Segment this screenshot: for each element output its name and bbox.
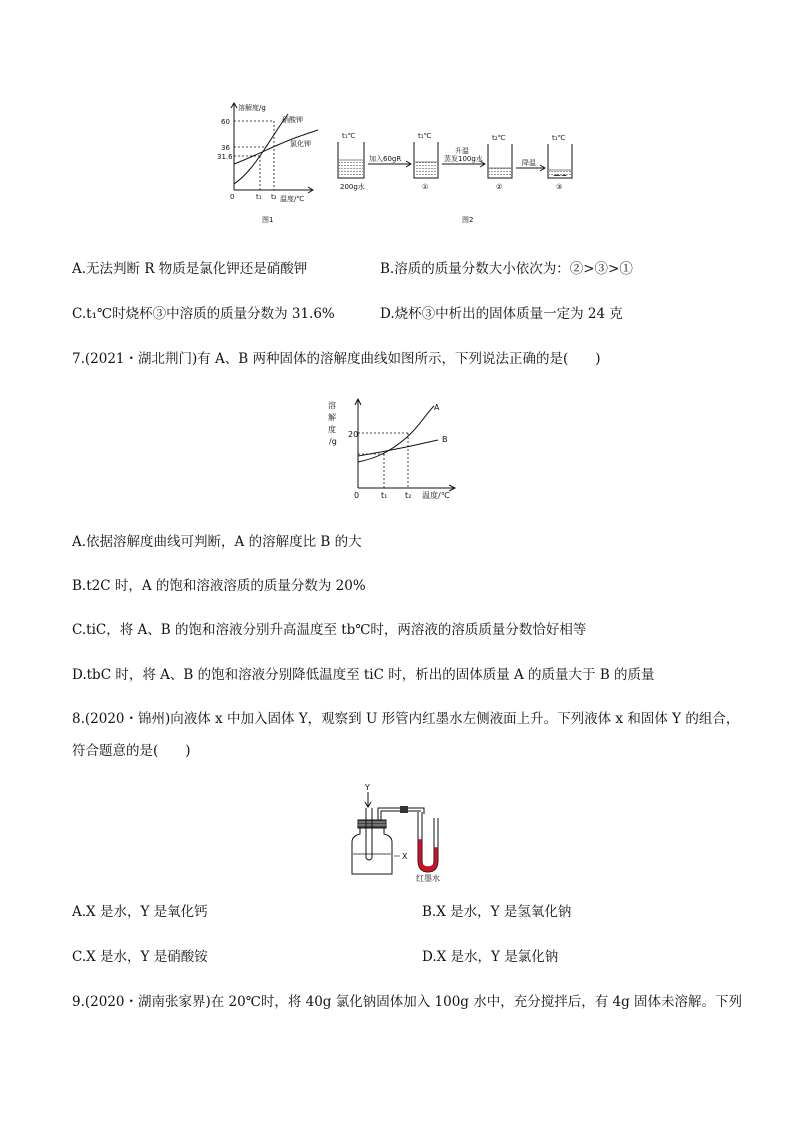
q9-stem: 9.(2020・湖南张家界)在 20℃时，将 40g 氯化钠固体加入 100g 水中，充分搅拌后，有 4g 固体未溶解。下列 xyxy=(72,994,743,1010)
q7-xlabel: 温度/℃ xyxy=(422,491,450,500)
q7-ylabel: /g xyxy=(329,437,337,446)
fig2-temp: t₁℃ xyxy=(552,134,566,142)
q7-solubility-chart xyxy=(326,396,466,504)
q8-y-label: Y xyxy=(365,783,370,792)
fig1-ytick: 60 xyxy=(221,118,230,126)
q6-option-b: B.溶质的质量分数大小依次为：②>③>① xyxy=(380,261,633,277)
fig2-step: 蒸发100g水 xyxy=(444,155,483,163)
q7-option-b: B.t2C 时，A 的饱和溶液溶质的质量分数为 20% xyxy=(72,578,366,594)
q6-option-c: C.t₁℃时烧杯③中溶质的质量分数为 31.6% xyxy=(72,306,335,322)
fig1-xtick: t₂ xyxy=(271,193,277,201)
fig2-temp: t₁℃ xyxy=(418,132,432,140)
q8-option-d: D.X 是水，Y 是氯化钠 xyxy=(422,949,559,965)
fig1-ytick: 36 xyxy=(221,144,230,152)
fig1-xtick: t₁ xyxy=(256,193,262,201)
fig1-ylabel: 溶解度/g xyxy=(238,104,266,112)
q7-stem: 7.(2021・湖北荆门)有 A、B 两种固体的溶解度曲线如图所示，下列说法正确的是( ) xyxy=(72,351,601,367)
q7-curve-label-b: B xyxy=(442,435,448,444)
q6-option-a: A.无法判断 R 物质是氯化钾还是硝酸钾 xyxy=(72,261,308,277)
figure-1-solubility-chart xyxy=(217,100,332,226)
q7-curve-label-a: A xyxy=(434,403,440,412)
fig2-temp: t₂℃ xyxy=(492,134,506,142)
q7-option-a: A.依据溶解度曲线可判断，A 的溶解度比 B 的大 xyxy=(72,534,362,550)
q7-option-d: D.tbC 时，将 A、B 的饱和溶液分别降低温度至 tiC 时，析出的固体质量 A 的质量大于 B 的质量 xyxy=(72,667,655,683)
q8-apparatus-figure xyxy=(340,782,460,882)
q8-option-b: B.X 是水，Y 是氢氧化钠 xyxy=(422,904,572,920)
q6-option-d: D.烧杯③中析出的固体质量一定为 24 克 xyxy=(380,306,623,322)
figure-2-beaker-process xyxy=(332,128,582,226)
q8-option-c: C.X 是水，Y 是硝酸铵 xyxy=(72,949,208,965)
fig2-step: 升温 xyxy=(455,147,469,155)
fig2-beaker-label: ① xyxy=(422,183,429,191)
q8-ink-label: 红墨水 xyxy=(416,874,440,883)
q8-stem-line2: 符合题意的是( ) xyxy=(72,743,191,759)
fig1-ytick: 31.6 xyxy=(217,153,233,161)
q7-xtick: t₁ xyxy=(381,491,388,500)
fig2-step: 降温 xyxy=(522,159,536,167)
q7-ytick: 20 xyxy=(348,430,359,439)
q7-option-c: C.tiC，将 A、B 的饱和溶液分别升高温度至 tb℃时，两溶液的溶质质量分数恰好相等 xyxy=(72,622,587,638)
fig2-caption: 图2 xyxy=(462,216,474,224)
fig2-beaker-label: ③ xyxy=(556,183,563,191)
fig2-step: 加入60gR xyxy=(369,155,402,163)
q8-x-label: X xyxy=(402,852,408,861)
q7-ylabel: 解 xyxy=(328,413,336,422)
q8-option-a: A.X 是水，Y 是氧化钙 xyxy=(72,904,208,920)
q7-xtick: t₂ xyxy=(405,491,412,500)
q7-ylabel: 度 xyxy=(328,425,336,434)
q7-ylabel: 溶 xyxy=(328,401,336,410)
fig1-xtick: 0 xyxy=(230,193,235,201)
fig1-caption: 图1 xyxy=(262,216,274,224)
q7-xtick: 0 xyxy=(354,491,360,500)
fig2-beaker-label: ② xyxy=(496,183,503,191)
fig1-curve-label: 硝酸钾 xyxy=(282,116,303,124)
fig1-xlabel: 温度/℃ xyxy=(280,195,305,203)
fig1-curve-label: 氯化钾 xyxy=(290,140,311,148)
fig2-temp: t₁℃ xyxy=(342,132,356,140)
fig2-water: 200g水 xyxy=(340,183,365,191)
q8-stem-line1: 8.(2020・锦州)向液体 x 中加入固体 Y，观察到 U 形管内红墨水左侧液面上升。下列液体 x 和固体 Y 的组合， xyxy=(72,711,740,727)
